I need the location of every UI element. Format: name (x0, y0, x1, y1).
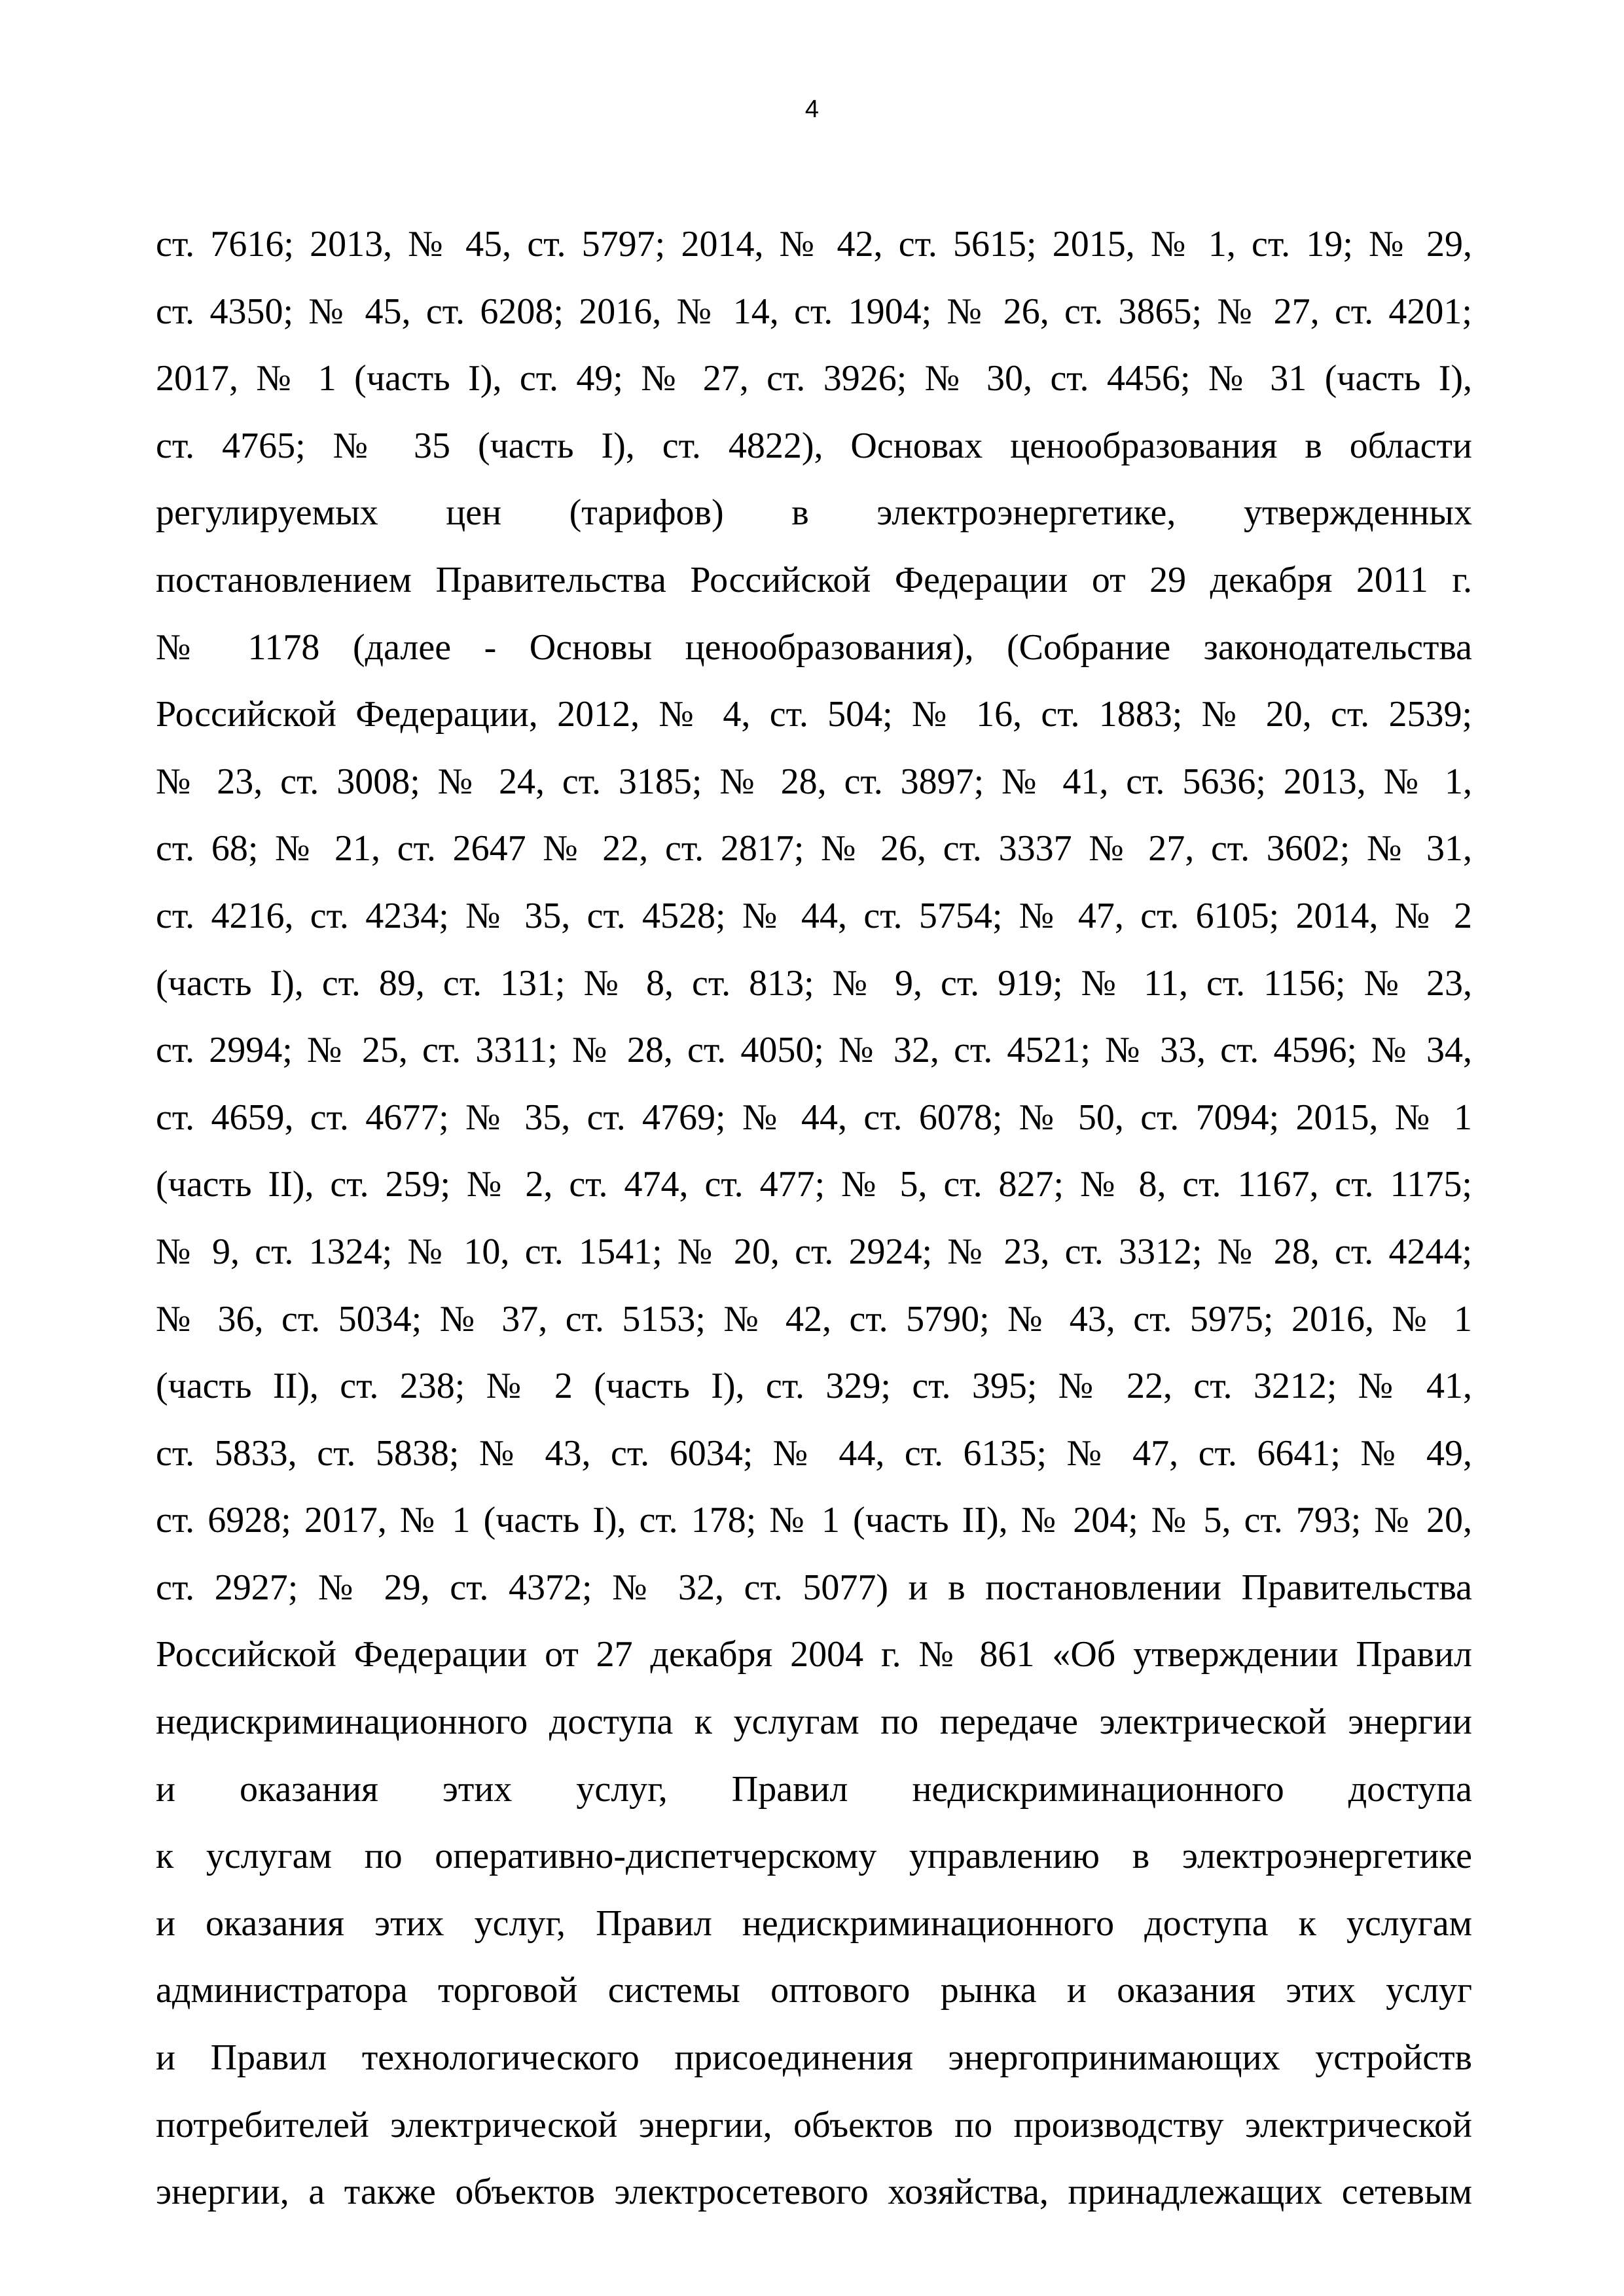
page-number: 4 (804, 96, 820, 123)
text-line: и Правил технологического присоединения энергопринимающих устройств (156, 2037, 1472, 2079)
text-line: потребителей электрической энергии, объектов по производству электрической (156, 2104, 1472, 2145)
text-line: ст. 68; № 21, ст. 2647 № 22, ст. 2817; № 26, ст. 3337 № 27, ст. 3602; № 31, (156, 828, 1472, 869)
text-line: ст. 4659, ст. 4677; № 35, ст. 4769; № 44, ст. 6078; № 50, ст. 7094; 2015, № 1 (156, 1097, 1472, 1138)
text-line: № 36, ст. 5034; № 37, ст. 5153; № 42, ст. 5790; № 43, ст. 5975; 2016, № 1 (156, 1298, 1472, 1339)
text-line: и оказания этих услуг, Правил недискриминационного доступа к услугам (156, 1903, 1472, 1944)
text-line: к услугам по оперативно-диспетчерскому управлению в электроэнергетике (156, 1836, 1472, 1877)
text-line: № 23, ст. 3008; № 24, ст. 3185; № 28, ст. 3897; № 41, ст. 5636; 2013, № 1, (156, 761, 1472, 802)
text-line: ст. 4765; № 35 (часть I), ст. 4822), Основах ценообразования в области (156, 425, 1472, 466)
text-line: ст. 2994; № 25, ст. 3311; № 28, ст. 4050; № 32, ст. 4521; № 33, ст. 4596; № 34, (156, 1030, 1472, 1071)
text-line: (часть I), ст. 89, ст. 131; № 8, ст. 813; № 9, ст. 919; № 11, ст. 1156; № 23, (156, 962, 1472, 1004)
text-line: регулируемых цен (тарифов) в электроэнергетике, утвержденных (156, 492, 1472, 534)
text-line: Российской Федерации от 27 декабря 2004 г. № 861 «Об утверждении Правил (156, 1634, 1472, 1675)
text-line: № 9, ст. 1324; № 10, ст. 1541; № 20, ст. 2924; № 23, ст. 3312; № 28, ст. 4244; (156, 1231, 1472, 1272)
text-line: ст. 4350; № 45, ст. 6208; 2016, № 14, ст. 1904; № 26, ст. 3865; № 27, ст. 4201; (156, 291, 1472, 332)
text-line: ст. 2927; № 29, ст. 4372; № 32, ст. 5077) и в постановлении Правительства (156, 1567, 1472, 1608)
text-line: ст. 5833, ст. 5838; № 43, ст. 6034; № 44, ст. 6135; № 47, ст. 6641; № 49, (156, 1432, 1472, 1474)
text-line: № 1178 (далее - Основы ценообразования), (Собрание законодательства (156, 627, 1472, 668)
text-line: ст. 4216, ст. 4234; № 35, ст. 4528; № 44, ст. 5754; № 47, ст. 6105; 2014, № 2 (156, 895, 1472, 936)
text-line: (часть II), ст. 259; № 2, ст. 474, ст. 477; № 5, ст. 827; № 8, ст. 1167, ст. 1175; (156, 1164, 1472, 1205)
body-text (156, 211, 1472, 2226)
text-line: Российской Федерации, 2012, № 4, ст. 504; № 16, ст. 1883; № 20, ст. 2539; (156, 694, 1472, 735)
text-line: ст. 7616; 2013, № 45, ст. 5797; 2014, № 42, ст. 5615; 2015, № 1, ст. 19; № 29, (156, 224, 1472, 264)
text-line: недискриминационного доступа к услугам по передаче электрической энергии (156, 1702, 1472, 1743)
text-line: и оказания этих услуг, Правил недискриминационного доступа (156, 1768, 1472, 1810)
text-line: энергии, а также объектов электросетевого хозяйства, принадлежащих сетевым (156, 2172, 1472, 2213)
text-line: постановлением Правительства Российской Федерации от 29 декабря 2011 г. (156, 559, 1472, 600)
text-line: (часть II), ст. 238; № 2 (часть I), ст. 329; ст. 395; № 22, ст. 3212; № 41, (156, 1366, 1472, 1407)
text-line: администратора торговой системы оптового рынка и оказания этих услуг (156, 1970, 1472, 2011)
text-line: ст. 6928; 2017, № 1 (часть I), ст. 178; № 1 (часть II), № 204; № 5, ст. 793; № 20, (156, 1500, 1472, 1541)
text-line: 2017, № 1 (часть I), ст. 49; № 27, ст. 3926; № 30, ст. 4456; № 31 (часть I), (156, 358, 1472, 399)
